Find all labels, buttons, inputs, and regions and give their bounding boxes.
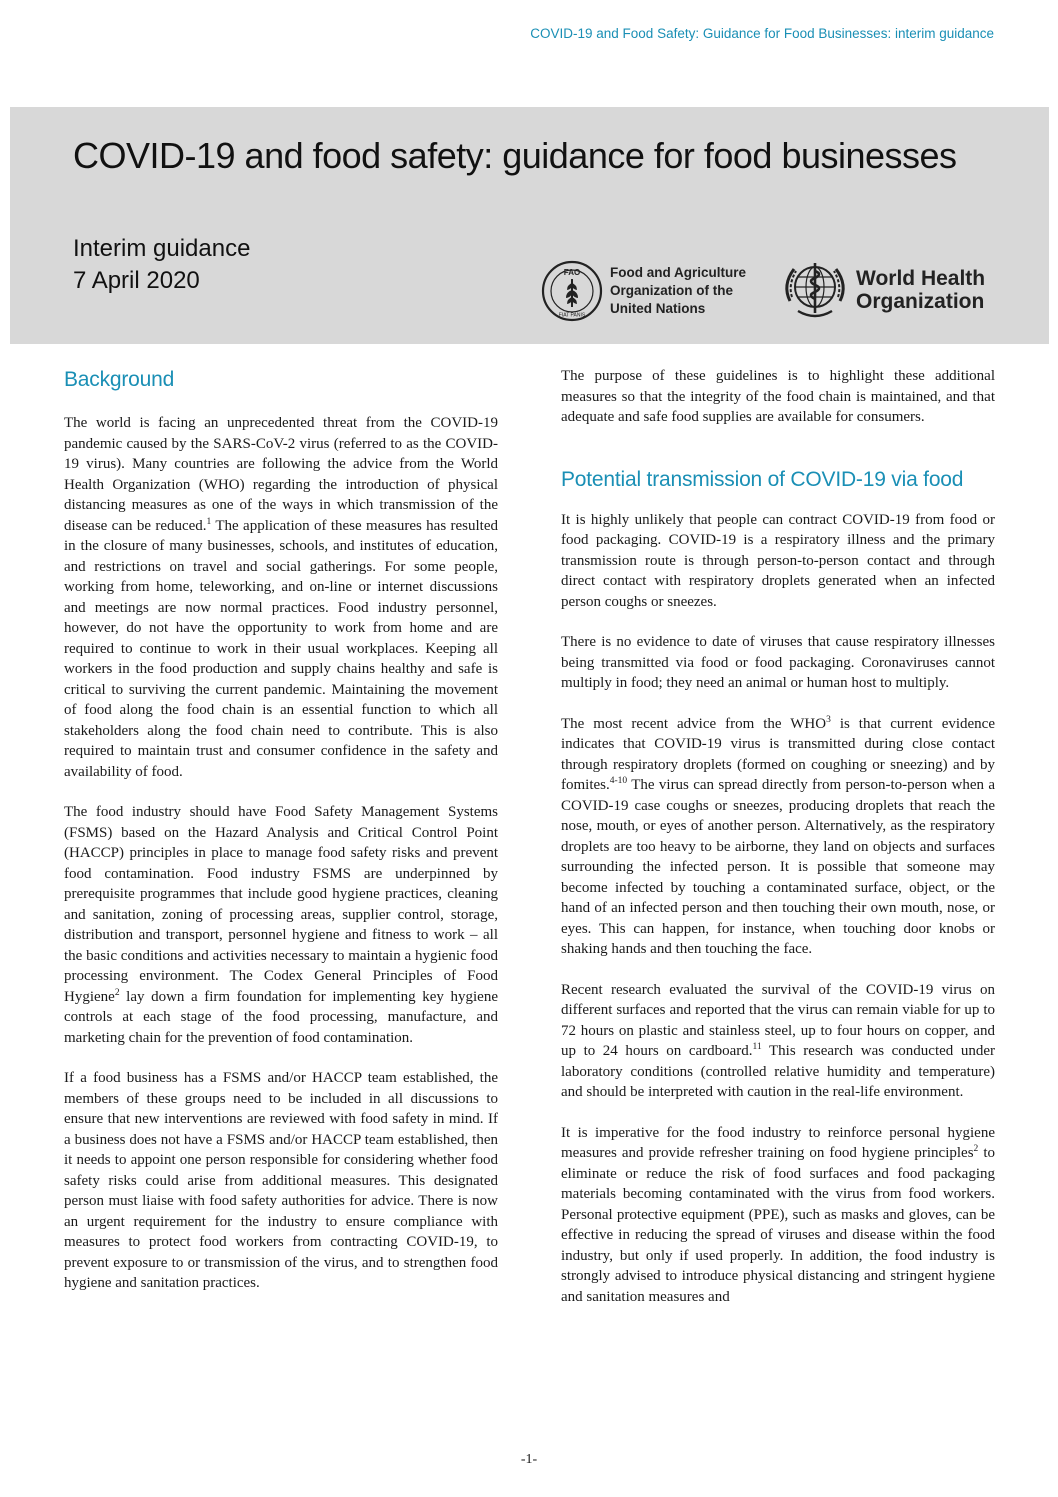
fao-emblem-text: FAO [563,268,581,277]
page-number: -1- [520,1452,538,1467]
background-paragraph-1: The world is facing an unprecedented threat from the COVID-19 pandemic caused by the SARS-CoV-2 virus (referred to as the COVID-19 virus). Many countries are following the advice from the World Health Organization (WHO) regarding the introduction of physical distancing measures as one of the ways in which transmission of the disease can be reduced.$^1$ The application of these measures has resulted in the closure of many businesses, schools, and institutes of education, and restrictions on travel and social gatherings. For some people, working from home, teleworking, and on-line or internet discussions and meetings are now normal practices. Food industry personnel, however, do not have the opportunity to work from home and are required to continue to work in their usual workplaces. Keeping all workers in the food production and supply chains healthy and safe is critical to surviving the current pandemic. Maintaining the movement of food along the food chain is an essential function to which all stakeholders along the food chain need to contribute. This is also required to maintain trust and consumer confidence in the safety and availability of food. [64,415,498,780]
transmission-paragraph-5: It is imperative for the food industry to reinforce personal hygiene measures and provide refresher training on food hygiene principles$^2$ to eliminate or reduce the risk of food surfaces and food packaging materials becoming contaminated with the virus from food workers. Personal protective equipment (PPE), such as masks and gloves, can be effective in reducing the spread of viruses and disease within the food industry, but only if used properly. In addition, the food industry is strongly advised to introduce physical distancing and stringent hygiene and sanitation measures and [561,1124,995,1305]
transmission-paragraph-2: There is no evidence to date of viruses that cause respiratory illnesses being transmitted via food or food packaging. Coronaviruses cannot multiply in food; they need an animal or human host to multiply. [561,634,995,691]
transmission-paragraph-1: It is highly unlikely that people can contract COVID-19 from food or food packaging. COVID-19 is a respiratory illness and the primary transmission route is through person-to-person contact and through direct contact with respiratory droplets generated when an infected person coughs or sneezes. [561,511,995,610]
transmission-paragraph-4: Recent research evaluated the survival of the COVID-19 virus on different surfaces and reported that the virus can remain viable for up to 72 hours on plastic and stainless steel, up to four hours on copper, and up to 24 hours on cardboard.$^{11}$ This research was conducted under laboratory conditions (controlled relative humidity and temperature) and should be interpreted with caution in the real-life environment. [561,981,995,1100]
fao-name-line-3: United Nations [610,301,706,316]
footnote-ref: 1 [206,516,212,527]
who-emblem-icon [778,257,852,323]
footnote-ref: 11 [752,1042,762,1052]
fao-emblem-icon [540,259,604,323]
title-banner [10,107,1049,344]
footnote-ref: 2 [114,987,120,998]
footnote-ref: 4-10 [609,776,628,786]
fao-logo [540,259,746,323]
who-logo [778,257,985,323]
background-paragraph-2: The food industry should have Food Safety Management Systems (FSMS) based on the Hazard Analysis and Critical Control Point (HACCP) principles in place to manage food safety risks and prevent food contamination. Food industry FSMS are underpinned by prerequisite programmes that include good hygiene practices, cleaning and sanitation, zoning of processing areas, supplier control, storage, distribution and transport, personnel hygiene and fitness to work – all the basic conditions and activities necessary to maintain a hygienic food processing environment. The Codex General Principles of Food Hygiene$^2$ lay down a firm foundation for implementing key hygiene controls at each stage of the food processing, manufacture, and marketing chain for the prevention of food contamination. [64,804,498,1046]
footnote-ref: 2 [973,1144,979,1154]
fao-emblem-motto: FIAT PANIS [558,312,586,319]
document-subtitle [73,233,250,297]
who-logo-text [856,267,985,313]
running-header: COVID-19 and Food Safety: Guidance for Food Businesses: interim guidance [530,26,994,41]
left-column [64,362,498,1314]
right-column [561,366,995,1327]
purpose-paragraph: The purpose of these guidelines is to highlight these additional measures so that the integrity of the food chain is maintained, and that adequate and safe food supplies are available for consumers. [561,368,995,425]
transmission-paragraph-3: The most recent advice from the WHO$^3$ is that current evidence indicates that COVID-19 virus is transmitted during close contact through respiratory droplets (formed on coughing or sneezing) and by fomites.$^{4-10}$ The virus can spread directly from person-to-person when a COVID-19 case coughs or sneezes, producing droplets that reach the nose, mouth, or eyes of another person. Alternatively, as the respiratory droplets are too heavy to be airborne, they land on objects and surfaces surrounding the infected person. It is possible that someone may become infected by touching a contaminated surface, object, or the hand of an infected person and then touching their own mouth, nose, or eyes. This can happen, for instance, when touching door knobs or shaking hands and then touching the face. [561,714,995,957]
subtitle-date: 7 April 2020 [73,267,200,294]
who-name-line-1: World Health [856,267,986,290]
background-paragraph-3: If a food business has a FSMS and/or HACCP team established, the members of these groups need to be included in all discussions to ensure that new interventions are reviewed with food safety in mind. If a business does not have a FSMS and/or HACCP team established, then it needs to appoint one person responsible for considering whether food safety risks could arise from additional measures. This designated person must liaise with food safety authorities for advice. There is now an urgent requirement for the industry to ensure compliance with measures to protect food workers from contracting COVID-19, to prevent exposure to or transmission of the virus, and to strengthen food hygiene and sanitation practices. [64,1070,498,1291]
subtitle-guidance-type: Interim guidance [73,235,251,262]
fao-logo-text [610,264,746,318]
fao-name-line-2: Organization of the [610,283,733,298]
background-heading: Background [64,368,175,391]
who-name-line-2: Organization [856,290,985,313]
footnote-ref: 3 [826,714,831,725]
fao-name-line-1: Food and Agriculture [610,265,746,280]
transmission-heading: Potential transmission of COVID-19 via food [561,467,964,491]
document-title: COVID-19 and food safety: guidance for food businesses [73,135,957,176]
